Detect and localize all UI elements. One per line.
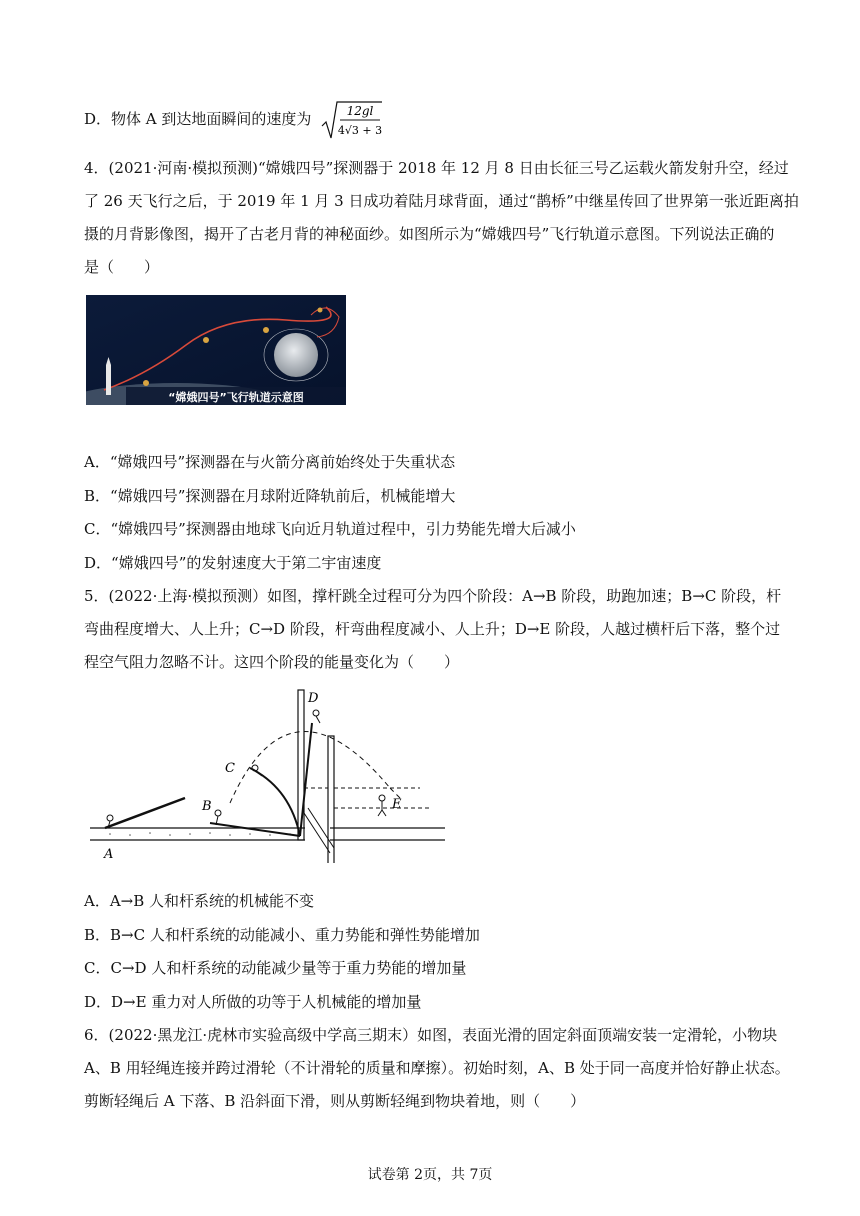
q4-stem-line-1: 4．(2021·河南·模拟预测)“嫦娥四号”探测器于 2018 年 12 月 8 日由长征三号乙运载火箭发射升空，经过 (84, 159, 789, 177)
q4-option-c[interactable]: C．“嫦娥四号”探测器由地球飞向近月轨道过程中，引力势能先增大后减小 (84, 520, 576, 538)
q5-option-a[interactable]: A．A→B 人和杆系统的机械能不变 (84, 892, 315, 910)
q6-stem-line-1: 6．(2022·黑龙江·虎林市实验高级中学高三期末）如图，表面光滑的固定斜面顶端安装一定滑轮，小物块 (84, 1026, 778, 1044)
label-e: E (392, 797, 402, 812)
sqrt-expression (320, 100, 384, 140)
q5-option-b[interactable]: B．B→C 人和杆系统的动能减小、重力势能和弹性势能增加 (84, 926, 480, 944)
label-b: B (202, 799, 212, 814)
q3-option-d-text: D．物体 A 到达地面瞬间的速度为 (84, 110, 312, 128)
q3-option-d (84, 100, 384, 140)
q4-option-d[interactable]: D．“嫦娥四号”的发射速度大于第二宇宙速度 (84, 554, 382, 572)
q4-stem-line-4: 是（ ） (84, 258, 160, 276)
sqrt-denominator: 4√3 + 3 (338, 124, 383, 137)
label-c: C (225, 761, 235, 776)
q5-stem-line-1: 5．(2022·上海·模拟预测）如图，撑杆跳全过程可分为四个阶段：A→B 阶段，助跑加速；B→C 阶段，杆 (84, 587, 782, 605)
q5-stem-line-3: 程空气阻力忽略不计。这四个阶段的能量变化为（ ） (84, 653, 460, 671)
trajectory-image-caption: “嫦娥四号”飞行轨道示意图 (168, 391, 304, 404)
page-footer: 试卷第 2页，共 7页 (367, 1167, 493, 1183)
q6-stem-line-3: 剪断轻绳后 A 下落、B 沿斜面下滑，则从剪断轻绳到物块着地，则（ ） (84, 1092, 586, 1110)
q5-option-d[interactable]: D．D→E 重力对人所做的功等于人机械能的增加量 (84, 993, 422, 1011)
q6-stem-line-2: A、B 用轻绳连接并跨过滑轮（不计滑轮的质量和摩擦）。初始时刻，A、B 处于同一高度并恰好静止状态。 (84, 1059, 790, 1077)
label-d: D (308, 691, 319, 706)
q5-option-c[interactable]: C．C→D 人和杆系统的动能减少量等于重力势能的增加量 (84, 959, 467, 977)
sqrt-numerator: 12gl (346, 104, 374, 118)
pole-vault-diagram (90, 688, 450, 863)
label-a: A (104, 847, 114, 862)
q4-stem-line-2: 了 26 天飞行之后，于 2019 年 1 月 3 日成功着陆月球背面，通过“鹊桥”中继星传回了世界第一张近距离拍 (84, 192, 799, 210)
q4-stem-line-3: 摄的月背影像图，揭开了古老月背的神秘面纱。如图所示为“嫦娥四号”飞行轨道示意图。下列说法正确的 (84, 225, 775, 243)
q4-option-a[interactable]: A．“嫦娥四号”探测器在与火箭分离前始终处于失重状态 (84, 453, 456, 471)
q4-option-b[interactable]: B．“嫦娥四号”探测器在月球附近降轨前后，机械能增大 (84, 487, 456, 505)
q5-stem-line-2: 弯曲程度增大、人上升；C→D 阶段，杆弯曲程度减小、人上升；D→E 阶段，人越过横杆后下落，整个过 (84, 620, 781, 638)
chang-e-4-trajectory-image (86, 295, 346, 405)
